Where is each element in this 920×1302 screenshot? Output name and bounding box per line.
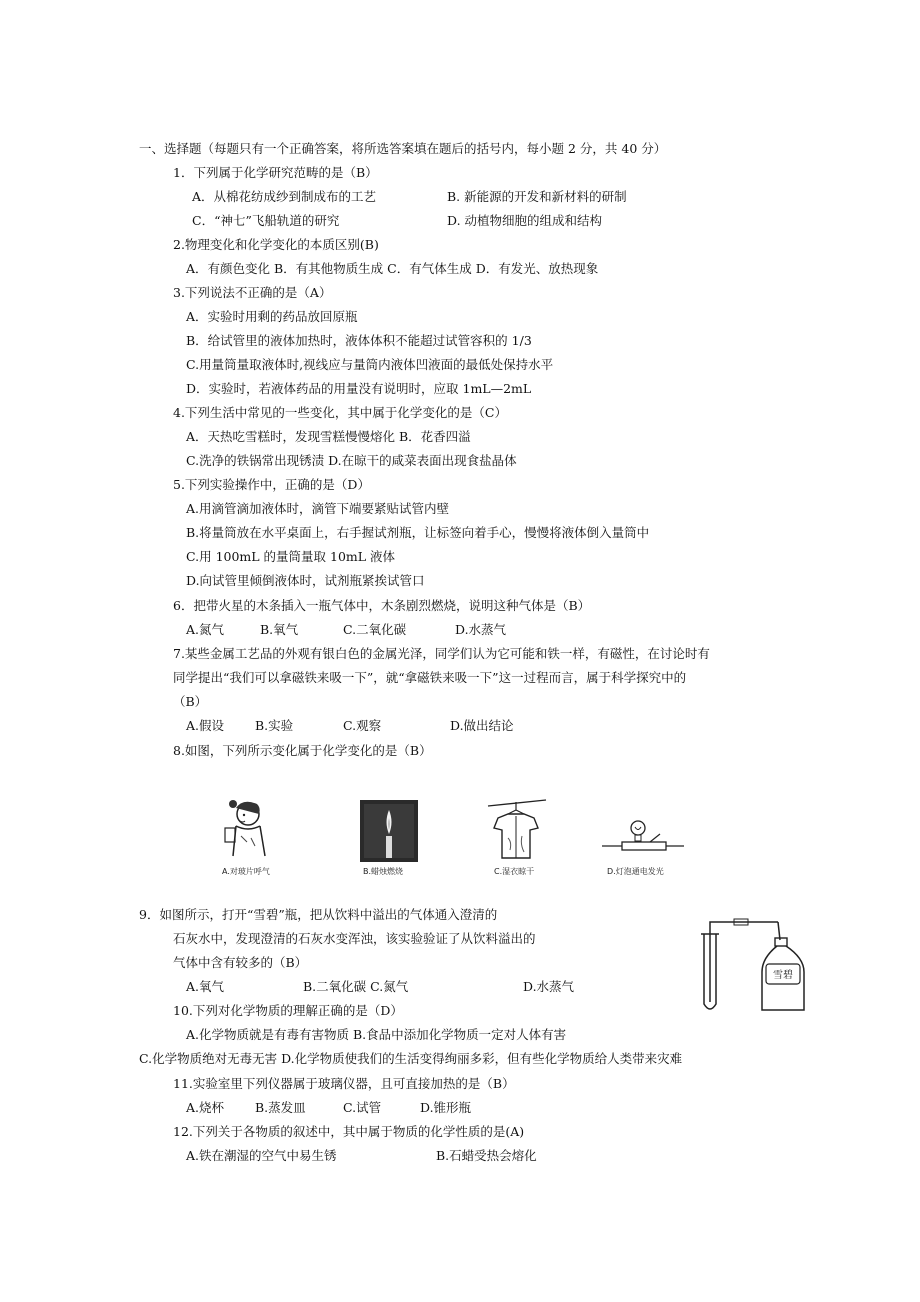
figure-a-caption: A.对玻片呼气: [222, 867, 270, 876]
figure-sprite-apparatus: [694, 914, 816, 1018]
q7-stem-line1: 7.某些金属工艺品的外观有银白色的金属光泽，同学们认为它可能和铁一样，有磁性，在讨论时有: [173, 646, 710, 661]
q9-stem-line1: 9．如图所示，打开“雪碧”瓶，把从饮料中溢出的气体通入澄清的: [139, 907, 498, 922]
q5-option-d: D.向试管里倾倒液体时，试剂瓶紧挨试管口: [186, 573, 425, 588]
q3-option-b: B．给试管里的液体加热时，液体体积不能超过试管容积的 1/3: [186, 333, 532, 348]
q4-options-ab: A．天热吃雪糕时，发现雪糕慢慢熔化 B．花香四溢: [186, 429, 471, 444]
q9-stem-line2: 石灰水中，发现澄清的石灰水变浑浊，该实验验证了从饮料溢出的: [173, 931, 536, 946]
q7-option-a: A.假设: [186, 718, 225, 733]
q6-stem: 6．把带火星的木条插入一瓶气体中，木条剧烈燃烧，说明这种气体是（B）: [173, 598, 591, 613]
q7-option-d: D.做出结论: [450, 718, 514, 733]
q5-option-a: A.用滴管滴加液体时，滴管下端要紧贴试管内壁: [186, 501, 450, 516]
q1-stem: 1．下列属于化学研究范畴的是（B）: [173, 165, 378, 180]
q3-option-c: C.用量筒量取液体时,视线应与量筒内液体凹液面的最低处保持水平: [186, 357, 554, 372]
q2-options: A．有颜色变化 B．有其他物质生成 C．有气体生成 D．有发光、放热现象: [186, 261, 599, 276]
q5-option-c: C.用 100mL 的量筒量取 10mL 液体: [186, 549, 396, 564]
q3-stem: 3.下列说法不正确的是（A）: [173, 285, 332, 300]
q9-stem-line3: 气体中含有较多的（B）: [173, 955, 308, 970]
q11-option-a: A.烧杯: [186, 1100, 225, 1115]
q1-option-d: D. 动植物细胞的组成和结构: [447, 213, 603, 228]
figure-d-bulb-circuit: [600, 816, 686, 862]
q12-option-b: B.石蜡受热会熔化: [436, 1148, 537, 1163]
q11-option-c: C.试管: [343, 1100, 382, 1115]
q1-option-c: C．“神七”飞船轨道的研究: [192, 213, 340, 228]
figure-b-caption: B.蜡烛燃烧: [363, 867, 404, 876]
q11-option-d: D.锥形瓶: [420, 1100, 472, 1115]
q11-stem: 11.实验室里下列仪器属于玻璃仪器，且可直接加热的是（B）: [173, 1076, 515, 1091]
section-heading: 一、选择题（每题只有一个正确答案，将所选答案填在题后的括号内，每小题 2 分，共 40 分）: [139, 141, 667, 156]
q10-options-cd: C.化学物质绝对无毒无害 D.化学物质使我们的生活变得绚丽多彩，但有些化学物质给人类带来灾难: [139, 1051, 683, 1066]
q10-stem: 10.下列对化学物质的理解正确的是（D）: [173, 1003, 403, 1018]
q3-option-d: D．实验时，若液体药品的用量没有说明时，应取 1mL—2mL: [186, 381, 532, 396]
q5-stem: 5.下列实验操作中，正确的是（D）: [173, 477, 370, 492]
figure-c-caption: C.湿衣晾干: [494, 867, 535, 876]
q4-options-cd: C.洗净的铁锅常出现锈渍 D.在晾干的咸菜表面出现食盐晶体: [186, 453, 517, 468]
q9-option-bc: B.二氧化碳 C.氮气: [303, 979, 409, 994]
q6-option-c: C.二氧化碳: [343, 622, 407, 637]
q9-option-a: A.氧气: [186, 979, 225, 994]
q6-option-d: D.水蒸气: [455, 622, 507, 637]
q1-option-b: B. 新能源的开发和新材料的研制: [447, 189, 627, 204]
q12-option-a: A.铁在潮湿的空气中易生锈: [186, 1148, 337, 1163]
figure-a-breath-on-glass: [223, 796, 275, 862]
q9-option-d: D.水蒸气: [523, 979, 575, 994]
q11-option-b: B.蒸发皿: [255, 1100, 306, 1115]
q4-stem: 4.下列生活中常见的一些变化，其中属于化学变化的是（C）: [173, 405, 507, 420]
q3-option-a: A．实验时用剩的药品放回原瓶: [186, 309, 358, 324]
q7-option-c: C.观察: [343, 718, 382, 733]
q7-stem-line3: （B）: [173, 694, 208, 709]
q7-stem-line2: 同学提出“我们可以拿磁铁来吸一下”，就“拿磁铁来吸一下”这一过程而言，属于科学探究中的: [173, 670, 687, 685]
bottle-label: 雪碧: [773, 970, 793, 981]
q12-stem: 12.下列关于各物质的叙述中，其中属于物质的化学性质的是(A): [173, 1124, 525, 1139]
q6-option-a: A.氮气: [186, 622, 225, 637]
figure-c-clothes-drying: [486, 794, 548, 864]
q10-options-ab: A.化学物质就是有毒有害物质 B.食品中添加化学物质一定对人体有害: [186, 1027, 567, 1042]
q7-option-b: B.实验: [255, 718, 294, 733]
q1-option-a: A．从棉花纺成纱到制成布的工艺: [192, 189, 377, 204]
q5-option-b: B.将量筒放在水平桌面上，右手握试剂瓶，让标签向着手心，慢慢将液体倒入量筒中: [186, 525, 650, 540]
figure-d-caption: D.灯泡通电发光: [607, 867, 664, 876]
q2-stem: 2.物理变化和化学变化的本质区别(B): [173, 237, 379, 252]
figure-b-burning-candle: [360, 800, 418, 862]
q8-stem: 8.如图，下列所示变化属于化学变化的是（B）: [173, 743, 432, 758]
q6-option-b: B.氧气: [260, 622, 299, 637]
